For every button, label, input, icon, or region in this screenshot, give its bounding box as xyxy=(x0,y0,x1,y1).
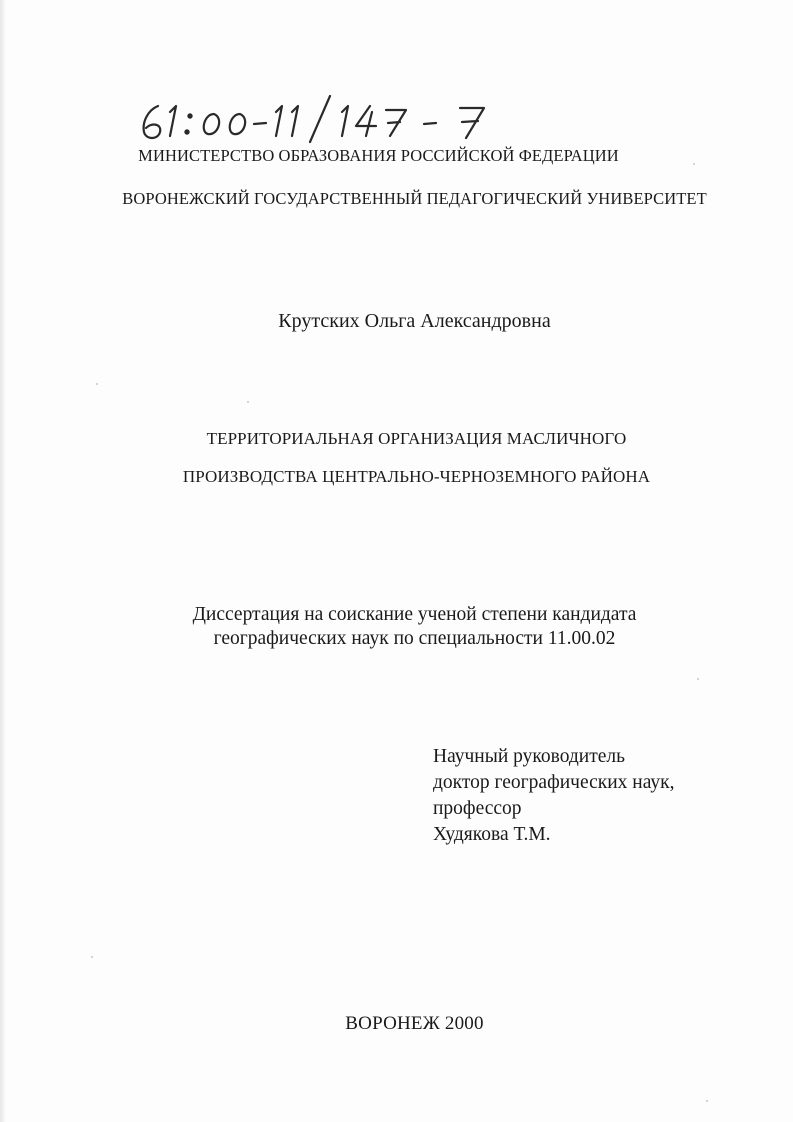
handwritten-code xyxy=(134,92,514,144)
dissertation-line-1: Диссертация на соискание ученой степени кандидата xyxy=(192,604,637,625)
supervisor-name: Худякова Т.М. xyxy=(433,824,551,845)
scan-speck xyxy=(96,383,98,385)
scan-edge xyxy=(0,0,6,1122)
scan-speck xyxy=(91,956,93,958)
dissertation-line-2: географических наук по специальности 11.00.02 xyxy=(213,628,616,649)
scan-speck xyxy=(247,401,249,403)
handwritten-code-drawing xyxy=(134,92,514,144)
supervisor-role: Научный руководитель xyxy=(433,746,626,767)
supervisor-degree: доктор географических наук, xyxy=(433,772,675,793)
title-line-1: ТЕРРИТОРИАЛЬНАЯ ОРГАНИЗАЦИЯ МАСЛИЧНОГО xyxy=(206,429,627,448)
supervisor-block xyxy=(433,744,674,848)
scan-speck xyxy=(697,678,699,680)
title-line-2: ПРОИЗВОДСТВА ЦЕНТРАЛЬНО-ЧЕРНОЗЕМНОГО РАЙОНА xyxy=(182,467,651,486)
university-heading: ВОРОНЕЖСКИЙ ГОСУДАРСТВЕННЫЙ ПЕДАГОГИЧЕСКИЙ УНИВЕРСИТЕТ xyxy=(122,189,707,208)
scan-speck xyxy=(693,163,695,165)
author-name: Крутских Ольга Александровна xyxy=(278,310,551,332)
ministry-heading: МИНИСТЕРСТВО ОБРАЗОВАНИЯ РОССИЙСКОЙ ФЕДЕРАЦИИ xyxy=(138,146,619,165)
city-year: ВОРОНЕЖ 2000 xyxy=(345,1013,484,1034)
supervisor-rank: профессор xyxy=(433,798,522,819)
scan-speck xyxy=(706,1100,708,1102)
